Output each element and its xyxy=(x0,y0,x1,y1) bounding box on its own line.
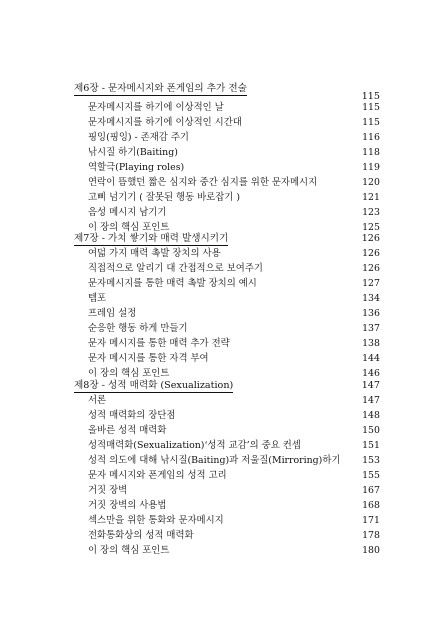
toc-entry-label: 문자메시지를 하기에 이상적인 날 xyxy=(88,102,224,113)
toc-entry-page: 118 xyxy=(362,147,380,158)
toc-entry-page: 126 xyxy=(362,248,380,259)
toc-entry-label: 이 장의 핵심 포인트 xyxy=(88,545,170,556)
toc-entry-page: 115 xyxy=(362,117,380,128)
toc-entry-page: 153 xyxy=(362,455,380,466)
toc-entry xyxy=(74,276,380,291)
toc-entry xyxy=(74,321,380,336)
toc-entry xyxy=(74,130,380,145)
toc-entry-label: 올바른 성적 매력화 xyxy=(88,425,167,436)
toc-entry-label: 프레임 설정 xyxy=(88,308,137,319)
toc-entry-label: 역할극(Playing roles) xyxy=(88,162,185,173)
toc-entry xyxy=(74,336,380,351)
toc-entry-label: 서론 xyxy=(88,395,107,406)
toc-entry-page: 168 xyxy=(362,500,380,511)
toc-entry xyxy=(74,393,380,408)
toc-entry-label: 문자 메시지를 통한 매력 추가 전략 xyxy=(88,338,230,349)
toc-entry-label: 연락이 뜸했던 짧은 심지와 중간 심지를 위한 문자메시지 xyxy=(88,177,318,188)
toc-entry-page: 146 xyxy=(362,368,380,379)
toc-entry xyxy=(74,453,380,468)
toc-entry-page: 115 xyxy=(362,102,380,113)
toc-entry-page: 123 xyxy=(362,207,380,218)
toc-entry-label: 거짓 장벽 xyxy=(88,485,128,496)
toc-entry-page: 148 xyxy=(362,410,380,421)
toc-entry-page: 127 xyxy=(362,278,380,289)
toc-entry-page: 121 xyxy=(362,192,380,203)
toc-entry-label: 문자메시지를 통한 매력 촉발 장치의 예시 xyxy=(88,278,257,289)
toc-entry xyxy=(74,115,380,130)
chapter-6-section xyxy=(74,83,380,235)
toc-entry-label: 문자 메시지와 폰게임의 성적 고리 xyxy=(88,470,227,481)
toc-entry-page: 151 xyxy=(362,440,380,451)
toc-entry-page: 167 xyxy=(362,485,380,496)
chapter-heading xyxy=(74,380,380,393)
toc-entry-label: 이 장의 핵심 포인트 xyxy=(88,368,170,379)
toc-entry-label: 순응한 행동 하게 만들기 xyxy=(88,323,188,334)
toc-entry-label: 고삐 넘기기 ( 잘못된 행동 바로잡기 ) xyxy=(88,192,240,203)
toc-entry-page: 136 xyxy=(362,308,380,319)
toc-entry-label: 문자 메시지를 통한 자격 부여 xyxy=(88,353,209,364)
toc-entry xyxy=(74,468,380,483)
toc-entry xyxy=(74,175,380,190)
toc-entry xyxy=(74,291,380,306)
chapter-title: 제6장 - 문자메시지와 폰게임의 추가 전술 xyxy=(74,83,247,94)
toc-entry xyxy=(74,513,380,528)
toc-entry-label: 직접적으로 알리기 대 간접적으로 보여주기 xyxy=(88,263,263,274)
toc-entry-label: 낚시질 하기(Baiting) xyxy=(88,147,178,158)
toc-entry-label: 거짓 장벽의 사용법 xyxy=(88,500,167,511)
toc-entry-label: 템포 xyxy=(88,293,107,304)
toc-entry xyxy=(74,190,380,205)
chapter-heading xyxy=(74,83,380,100)
toc-entry-label: 음성 메시지 남기기 xyxy=(88,207,167,218)
toc-entry-label: 이 장의 핵심 포인트 xyxy=(88,222,170,233)
toc-entry-page: 116 xyxy=(362,132,380,143)
toc-entry xyxy=(74,438,380,453)
toc-entry xyxy=(74,366,380,381)
chapter-title: 제8장 - 성적 매력화 (Sexualization) xyxy=(74,380,234,391)
chapter-heading xyxy=(74,233,380,246)
toc-entry-page: 134 xyxy=(362,293,380,304)
toc-entry-page: 150 xyxy=(362,425,380,436)
toc-entry-label: 여덟 가지 매력 촉발 장치의 사용 xyxy=(88,248,221,259)
toc-entry xyxy=(74,408,380,423)
toc-entry xyxy=(74,306,380,321)
toc-entry-page: 120 xyxy=(362,177,380,188)
toc-entry-page: 137 xyxy=(362,323,380,334)
toc-entry-page: 126 xyxy=(362,263,380,274)
toc-entry-page: 178 xyxy=(362,530,380,541)
chapter-page-number: 115 xyxy=(361,91,380,102)
toc-entry-label: 성적 매력화의 장단점 xyxy=(88,410,176,421)
toc-entry-label: 섹스만을 위한 통화와 문자메시지 xyxy=(88,515,224,526)
chapter-7-section xyxy=(74,233,380,381)
toc-entry xyxy=(74,351,380,366)
toc-entry-page: 125 xyxy=(362,222,380,233)
toc-entry xyxy=(74,160,380,175)
toc-entry-label: 핑잉(핑잉) - 존재감 주기 xyxy=(88,132,189,143)
toc-entry xyxy=(74,100,380,115)
toc-entry xyxy=(74,205,380,220)
toc-entry-label: 전화통화상의 성적 매력화 xyxy=(88,530,194,541)
toc-entry-page: 155 xyxy=(362,470,380,481)
toc-entry-page: 171 xyxy=(362,515,380,526)
toc-entry xyxy=(74,498,380,513)
toc-entry-page: 119 xyxy=(362,162,380,173)
toc-entry xyxy=(74,246,380,261)
toc-entry-page: 147 xyxy=(362,395,380,406)
toc-entry xyxy=(74,543,380,558)
toc-entry-page: 180 xyxy=(362,545,380,556)
toc-entry xyxy=(74,423,380,438)
chapter-page-number: 126 xyxy=(361,233,380,244)
chapter-title: 제7장 - 가치 쌓기와 매력 발생시키기 xyxy=(74,233,229,244)
toc-entry-label: 성적매력화(Sexualization)‘성적 교감’의 중요 컨셉 xyxy=(88,440,301,451)
toc-entry-page: 138 xyxy=(362,338,380,349)
chapter-page-number: 147 xyxy=(361,380,380,391)
toc-entry-page: 144 xyxy=(362,353,380,364)
toc-entry-label: 문자메시지를 하기에 이상적인 시간대 xyxy=(88,117,242,128)
toc-entry xyxy=(74,261,380,276)
toc-entry xyxy=(74,145,380,160)
chapter-8-section xyxy=(74,380,380,558)
toc-entry-label: 성적 의도에 대해 낚시질(Baiting)과 저울질(Mirroring)하기 xyxy=(88,455,341,466)
toc-entry xyxy=(74,483,380,498)
toc-entry xyxy=(74,528,380,543)
